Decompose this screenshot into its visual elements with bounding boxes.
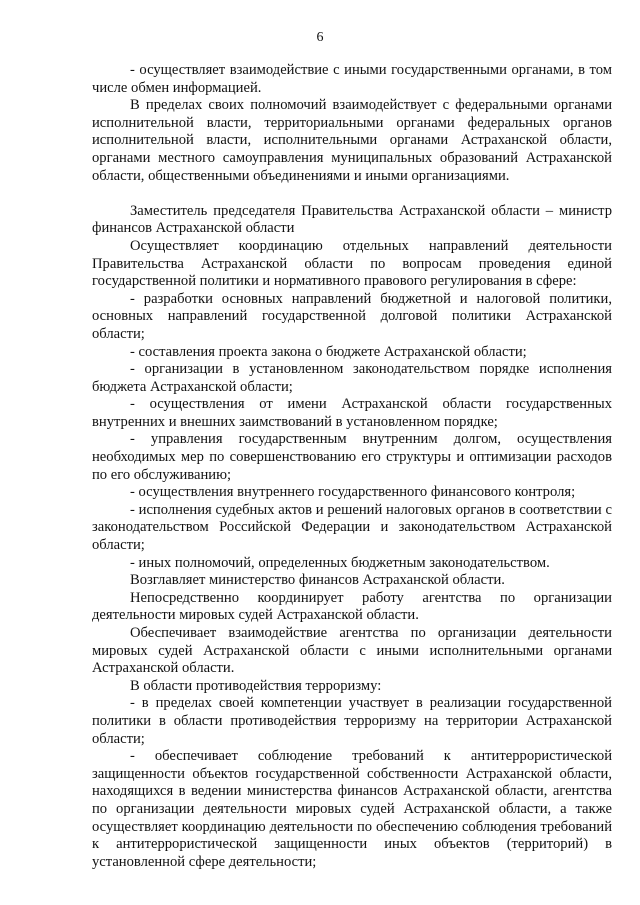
paragraph: В пределах своих полномочий взаимодействует с федеральными органами исполнительной власти, территориальными органами федеральных органов исполнительной власти, исполнительными органами Астраханской области, органами местного самоуправления муниципальных образований Астраханской области, общественными объединениями и иными организациями. <box>92 97 612 184</box>
list-item: - составления проекта закона о бюджете Астраханской области; <box>130 343 527 360</box>
list-item: - управления государственным внутренним долгом, осуществления необходимых мер по совершенствованию его структуры и оптимизации расходов по его обслуживанию; <box>92 431 612 483</box>
paragraph: - осуществляет взаимодействие с иными государственными органами, в том числе обмен информацией. <box>92 62 612 96</box>
list-item: - иных полномочий, определенных бюджетным законодательством. <box>130 554 550 571</box>
list-item: - обеспечивает соблюдение требований к антитеррористической защищенности объектов государственной собственности Астраханской области, находящихся в ведении министерства финансов Астраханской области, агентства по организации деятельности мировых судей Астраханской области, а также осуществляет координацию деятельности по обеспечению соблюдения требований к антитеррористической защищенности иных объектов (территорий) в установленной сфере деятельности; <box>92 748 612 870</box>
list-item: - осуществления внутреннего государственного финансового контроля; <box>130 484 576 501</box>
list-item: - исполнения судебных актов и решений налоговых органов в соответствии с законодательством Российской Федерации и законодательством Астраханской области; <box>92 501 612 554</box>
document-body <box>92 62 612 871</box>
list-item: - осуществления от имени Астраханской области государственных внутренних и внешних заимствований в установленном порядке; <box>92 396 612 430</box>
paragraph: Возглавляет министерство финансов Астраханской области. <box>130 572 505 589</box>
paragraph: В области противодействия терроризму: <box>130 677 382 694</box>
page-number: 6 <box>316 30 324 45</box>
list-item: - в пределах своей компетенции участвует в реализации государственной политики в области противодействия терроризму на территории Астраханской области; <box>92 695 612 747</box>
paragraph: Обеспечивает взаимодействие агентства по организации деятельности мировых судей Астраханской области с иными исполнительными органами Астраханской области. <box>92 625 612 677</box>
list-item: - разработки основных направлений бюджетной и налоговой политики, основных направлений государственной долговой политики Астраханской области; <box>92 290 612 342</box>
paragraph: Осуществляет координацию отдельных направлений деятельности Правительства Астраханской области по вопросам проведения единой государственной политики и нормативного правового регулирования в сфере: <box>92 237 612 290</box>
list-item: - организации в установленном законодательством порядке исполнения бюджета Астраханской области; <box>92 361 612 395</box>
section-heading: Заместитель председателя Правительства Астраханской области – министр финансов Астраханской области <box>92 202 612 237</box>
paragraph: Непосредственно координирует работу агентства по организации деятельности мировых судей Астраханской области. <box>92 589 612 624</box>
